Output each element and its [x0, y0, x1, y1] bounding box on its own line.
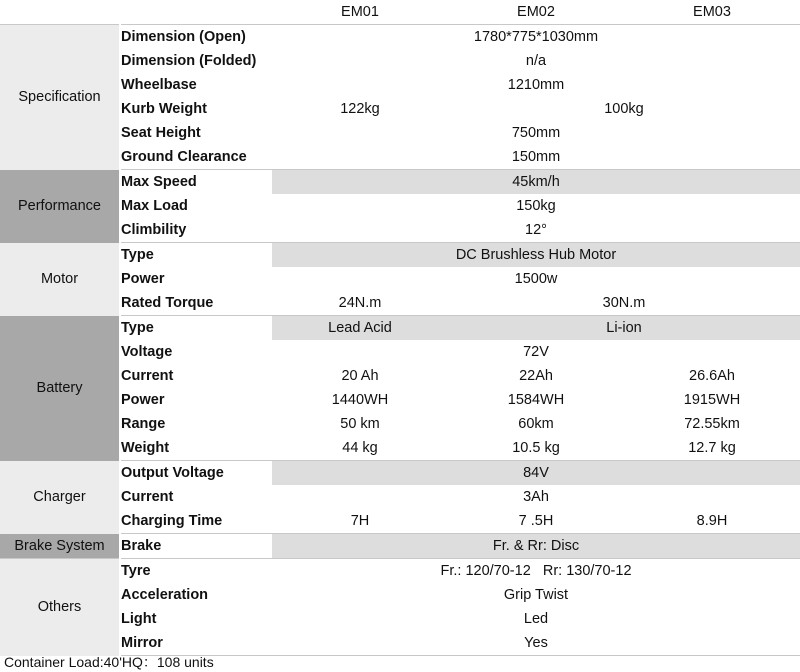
spec-row [0, 607, 800, 631]
spec-label: Acceleration [121, 587, 209, 603]
spec-value: 45km/h [272, 170, 800, 195]
spec-row [0, 97, 800, 121]
spec-value: 10.5 kg [448, 436, 624, 461]
spec-value: 1584WH [507, 392, 565, 408]
spec-value: 24N.m [272, 291, 448, 316]
spec-row [0, 73, 800, 97]
spec-value: 7 .5H [448, 509, 624, 534]
spec-value: 3Ah [523, 489, 549, 505]
spec-label: Mirror [120, 631, 272, 656]
spec-value: 8.9H [624, 509, 800, 534]
spec-value: 72.55km [684, 416, 740, 432]
spec-label: Range [121, 416, 166, 432]
spec-label: Type [121, 247, 154, 263]
spec-row [0, 267, 800, 291]
header-blank-label [120, 0, 272, 25]
spec-label: Current [121, 489, 174, 505]
spec-value: 72V [523, 344, 549, 360]
spec-row [0, 218, 800, 243]
spec-label: Ground Clearance [120, 145, 272, 170]
category-cell: Specification [0, 25, 120, 170]
spec-row [0, 534, 800, 559]
model-header: EM01 [272, 0, 448, 25]
spec-label: Light [121, 611, 157, 627]
category-cell: Others [0, 559, 120, 656]
spec-row [0, 340, 800, 364]
spec-row [0, 436, 800, 461]
spec-label: Climbility [120, 218, 272, 243]
spec-row [0, 170, 800, 195]
spec-value: 60km [518, 416, 554, 432]
spec-label: Wheelbase [121, 77, 197, 93]
spec-value: Fr.: 120/70-12 Rr: 130/70-12 [440, 563, 632, 579]
spec-label: Type [121, 320, 154, 336]
spec-value: n/a [525, 53, 547, 69]
category-cell: Charger [0, 461, 120, 534]
model-header: EM02 [448, 0, 624, 25]
spec-row [0, 583, 800, 607]
spec-label: Kurb Weight [121, 101, 207, 117]
spec-value: 1440WH [331, 392, 389, 408]
header-blank-category [0, 0, 120, 25]
spec-label: Charging Time [120, 509, 272, 534]
category-cell: Motor [0, 243, 120, 316]
spec-value: 44 kg [272, 436, 448, 461]
spec-value: 7H [272, 509, 448, 534]
spec-value: 1500w [514, 271, 558, 287]
model-header: EM03 [624, 0, 800, 25]
spec-row [0, 25, 800, 50]
spec-label: Rated Torque [120, 291, 272, 316]
spec-row [0, 121, 800, 145]
spec-value: 1780*775*1030mm [473, 29, 599, 45]
spec-row [0, 145, 800, 170]
spec-label: Power [121, 271, 165, 287]
spec-row [0, 485, 800, 509]
spec-value: 20 Ah [341, 368, 379, 384]
spec-row [0, 364, 800, 388]
spec-value: 22Ah [519, 368, 553, 384]
spec-row [0, 316, 800, 341]
spec-label: Power [121, 392, 165, 408]
spec-value: 100kg [604, 101, 644, 117]
spec-label: Current [121, 368, 174, 384]
spec-value: 150mm [272, 145, 800, 170]
spec-row [0, 461, 800, 486]
spec-label: Max Load [121, 198, 188, 214]
spec-value: 750mm [511, 125, 561, 141]
category-cell: Performance [0, 170, 120, 243]
spec-value: Led [523, 611, 549, 627]
spec-row [0, 412, 800, 436]
spec-value: 50 km [340, 416, 380, 432]
category-cell: Battery [0, 316, 120, 461]
spec-label: Voltage [121, 344, 173, 360]
container-load-note: Container Load:40'HQ：108 units [4, 654, 214, 670]
category-cell: Brake System [0, 534, 120, 559]
spec-value: 26.6Ah [689, 368, 735, 384]
spec-value: 1210mm [507, 77, 565, 93]
spec-value: Fr. & Rr: Disc [272, 534, 800, 559]
header-row [0, 0, 800, 25]
spec-value: Lead Acid [272, 316, 448, 341]
spec-label: Max Speed [121, 174, 197, 190]
spec-value: Grip Twist [503, 587, 569, 603]
spec-value: 30N.m [448, 291, 800, 316]
spec-row [0, 243, 800, 268]
spec-value: 12.7 kg [624, 436, 800, 461]
spec-value: 150kg [516, 198, 556, 214]
spec-label: Seat Height [121, 125, 201, 141]
spec-row [0, 509, 800, 534]
spec-row [0, 291, 800, 316]
spec-value: 84V [272, 461, 800, 486]
spec-value: Yes [272, 631, 800, 656]
spec-row [0, 194, 800, 218]
spec-value: 12° [272, 218, 800, 243]
spec-label: Output Voltage [121, 465, 224, 481]
spec-value: DC Brushless Hub Motor [272, 243, 800, 268]
spec-label: Dimension (Folded) [121, 53, 257, 69]
spec-row [0, 388, 800, 412]
spec-label: Tyre [121, 563, 151, 579]
spec-label: Dimension (Open) [121, 29, 246, 45]
spec-value: Li-ion [448, 316, 800, 341]
spec-row [0, 49, 800, 73]
spec-label: Weight [120, 436, 272, 461]
spec-label: Brake [120, 534, 272, 559]
spec-value: 1915WH [683, 392, 741, 408]
spec-value: 122kg [340, 101, 380, 117]
spec-row [0, 559, 800, 584]
